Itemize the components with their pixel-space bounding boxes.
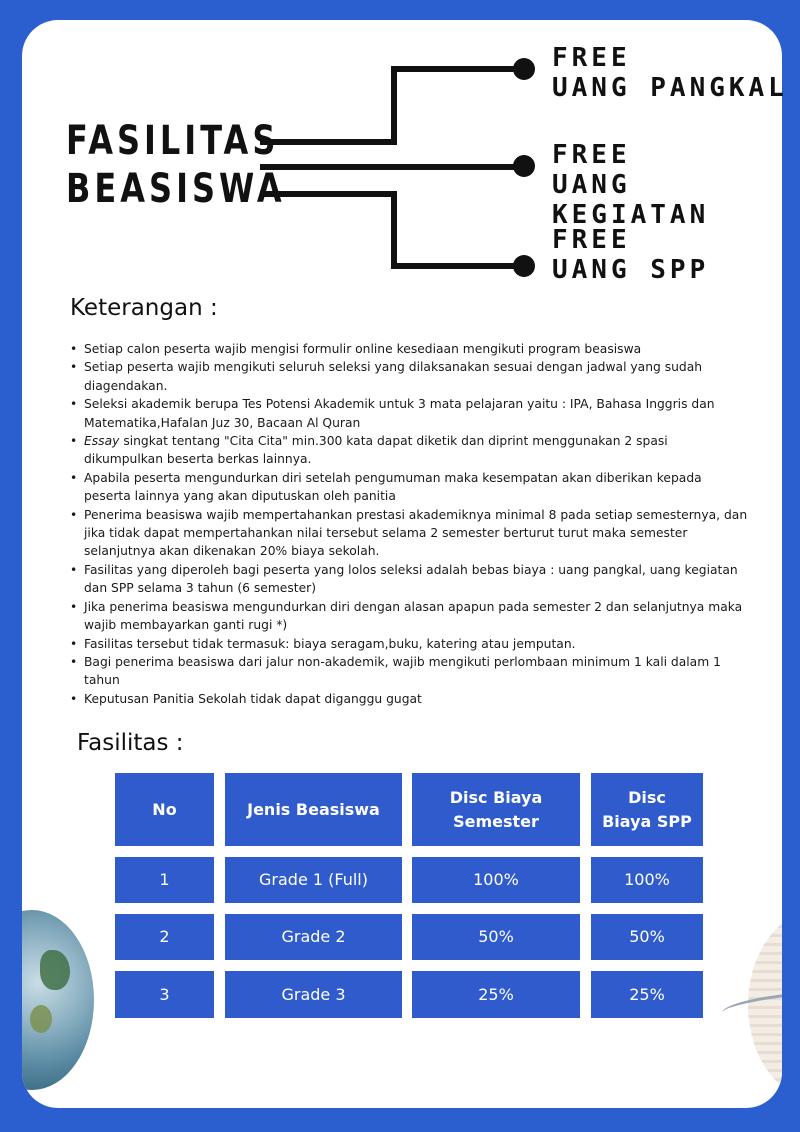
table-header-disc-spp [591, 773, 703, 846]
header-text-line2: Biaya SPP [602, 811, 692, 831]
list-item: • Penerima beasiswa wajib mempertahankan prestasi akademiknya minimal 8 pada setiap semesternya, dan jika tidak dapat mempertahankan nilai tersebut selama 2 semester berturut turut maka semester selanjutnya akan dikenakan 20% biaya sekolah. [70, 506, 750, 561]
header-text: Jenis Beasiswa [247, 799, 380, 819]
table-header-disc-semester [412, 773, 580, 846]
list-item [70, 432, 750, 469]
table-header-jenis [225, 773, 402, 846]
list-item: • Fasilitas tersebut tidak termasuk: biaya seragam,buku, katering atau jemputan. [70, 635, 750, 653]
header-text: No [152, 799, 177, 819]
table-cell: 100% [412, 857, 580, 903]
table-cell: 50% [591, 914, 703, 960]
table-cell: Grade 1 (Full) [225, 857, 402, 903]
table-cell: Grade 2 [225, 914, 402, 960]
branch-dot-3 [513, 255, 535, 277]
header-text-line1: Disc [628, 787, 666, 807]
branch-2-line1: FREE [552, 140, 631, 170]
list-item: • Setiap peserta wajib mengikuti seluruh seleksi yang dilaksanakan sesuai dengan jadwal yang sudah diagendakan. [70, 358, 750, 395]
branch-3-line1: FREE [552, 225, 631, 255]
branch-2-line2: UANG KEGIATAN [552, 170, 710, 230]
table-cell: 2 [115, 914, 214, 960]
list-item: • Jika penerima beasiswa mengundurkan diri dengan alasan apapun pada semester 2 dan selanjutnya maka wajib membayarkan ganti rugi *) [70, 598, 750, 635]
essay-text: singkat tentang "Cita Cita" min.300 kata dapat diketik dan diprint menggunakan 2 spasi dikumpulkan beserta berkas lainnya. [84, 434, 668, 467]
branch-3-label [552, 225, 709, 285]
header-text-line1: Disc Biaya [449, 787, 543, 807]
keterangan-heading: Keterangan : [70, 295, 218, 321]
branch-dot-2 [513, 155, 535, 177]
list-item: • Setiap calon peserta wajib mengisi formulir online kesediaan mengikuti program beasiswa [70, 340, 750, 358]
header-text-line2: Semester [453, 811, 539, 831]
table-cell: Grade 3 [225, 971, 402, 1018]
table-cell: 100% [591, 857, 703, 903]
keterangan-list [70, 340, 750, 708]
globe-decoration [22, 910, 94, 1090]
branch-connector-3 [260, 194, 518, 266]
list-item: • Fasilitas yang diperoleh bagi peserta yang lolos seleksi adalah bebas biaya : uang pangkal, uang kegiatan dan SPP selama 3 tahun (6 semester) [70, 561, 750, 598]
branch-dot-1 [513, 58, 535, 80]
branch-connector-1 [260, 69, 518, 142]
table-cell: 25% [591, 971, 703, 1018]
table-header-no [115, 773, 214, 846]
essay-emphasis: Essay [84, 434, 120, 449]
table-cell: 3 [115, 971, 214, 1018]
table-cell: 50% [412, 914, 580, 960]
list-item: • Apabila peserta mengundurkan diri setelah pengumuman maka kesempatan akan diberikan kepada peserta lainnya yang akan diputuskan oleh panitia [70, 469, 750, 506]
list-item: • Bagi penerima beasiswa dari jalur non-akademik, wajib mengikuti perlombaan minimum 1 kali dalam 1 tahun [70, 653, 750, 690]
branch-3-line2: UANG SPP [552, 255, 710, 285]
list-item: • Keputusan Panitia Sekolah tidak dapat diganggu gugat [70, 690, 750, 708]
fasilitas-heading: Fasilitas : [77, 730, 184, 756]
table-cell: 25% [412, 971, 580, 1018]
branch-1-line1: FREE [552, 43, 631, 73]
branch-1-label [552, 43, 788, 103]
table-cell: 1 [115, 857, 214, 903]
diagram-title-line1: FASILITAS [66, 118, 280, 164]
branch-1-line2: UANG PANGKAL [552, 73, 788, 103]
diagram-title-line2: BEASISWA [66, 166, 286, 212]
branch-2-label [552, 140, 800, 230]
list-item: • Seleksi akademik berupa Tes Potensi Akademik untuk 3 mata pelajaran yaitu : IPA, Bahasa Inggris dan Matematika,Hafalan Juz 30, Bacaan Al Quran [70, 395, 750, 432]
